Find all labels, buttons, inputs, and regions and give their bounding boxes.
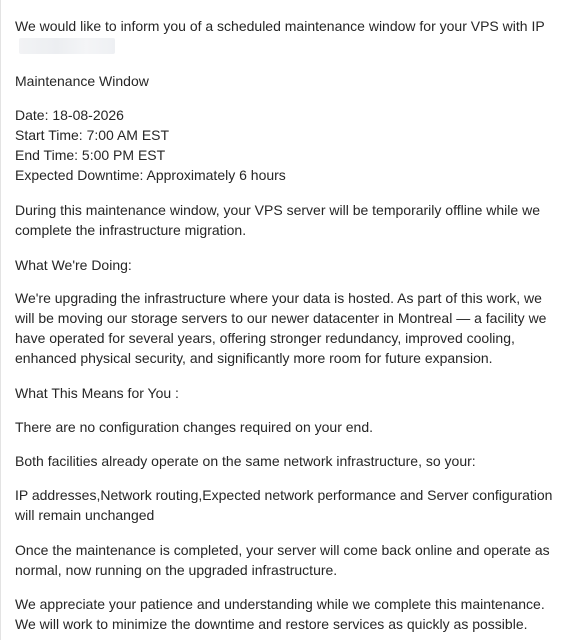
both-facilities-paragraph: Both facilities already operate on the same network infrastructure, so your:: [15, 453, 476, 469]
upgrade-paragraph: We're upgrading the infrastructure where your data is hosted. As part of this work, we will be moving our storage servers to our newer datacenter in Montreal — a facility we have operated for several years, offering stronger redundancy, improved cooling, enhanced physical security, and significantly more room for future expansion.: [15, 290, 547, 366]
during-maintenance-paragraph: During this maintenance window, your VPS server will be temporarily offline while we complete the infrastructure migration.: [15, 202, 540, 238]
no-config-changes-paragraph: There are no configuration changes required on your end.: [15, 419, 374, 435]
maintenance-end-time: End Time: 5:00 PM EST: [15, 147, 166, 163]
ip-unchanged-paragraph: IP addresses,Network routing,Expected network performance and Server configuration will remain unchanged: [15, 487, 553, 523]
maintenance-start-time: Start Time: 7:00 AM EST: [15, 127, 170, 143]
thanks-paragraph: We appreciate your patience and understanding while we complete this maintenance. We will work to minimize the downtime and restore services as quickly as possible.: [15, 596, 545, 632]
once-completed-paragraph: Once the maintenance is completed, your server will come back online and operate as normal, now running on the upgraded infrastructure.: [15, 542, 550, 578]
expected-downtime: Expected Downtime: Approximately 6 hours: [15, 167, 286, 183]
redacted-ip-address: [19, 38, 115, 54]
what-this-means-heading: What This Means for You :: [15, 385, 179, 401]
schedule-details: [15, 105, 555, 185]
maintenance-window-heading: Maintenance Window: [15, 73, 149, 89]
intro-text: We would like to inform you of a scheduled maintenance window for your VPS with IP: [15, 18, 545, 34]
what-were-doing-heading: What We're Doing:: [15, 257, 132, 273]
intro-paragraph: [15, 16, 555, 56]
maintenance-date: Date: 18-08-2026: [15, 107, 124, 123]
